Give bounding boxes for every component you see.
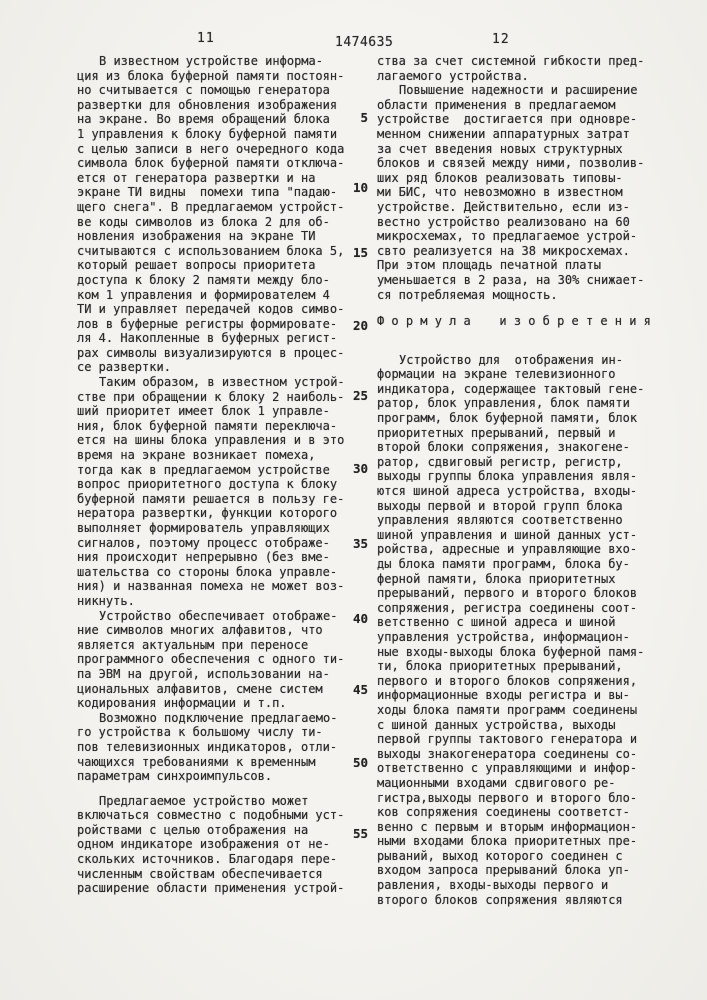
page-number-left: 11 [197,31,215,46]
paragraph: Таким образом, в известном устрой- стве при обращении к блоку 2 наиболь- ший приоритет имеет блок 1 управле- ния, блок буферной памяти переключа- ется на шины блока управления и в это время на экране возникает помеха, тогда как в предлагаемом устройстве вопрос приоритетного доступа к блоку буферной памяти решается в пользу ге- нератора развертки, функции которого выполняет формирователь управляющих сигналов, поэтому процесс отображе- ния происходит непрерывно (без вме- шательства со стороны блока управле- ния) и названная помеха не может воз- никнуть. [77,375,345,608]
paragraph: Предлагаемое устройство может включаться совместно с подобными уст- ройствами с целью отображения на одном индикаторе изображения от не- скольких источников. Благодаря пере- численным свойствам обеспечивается расширение области применения устрой- [77,793,345,896]
line-number-15: 15 [352,245,368,260]
line-number-25: 25 [352,388,368,403]
left-column [77,54,349,896]
line-number-20: 20 [352,318,368,333]
paragraph: ства за счет системной гибкости пред- лагаемого устройства. [377,54,645,83]
patent-number: 1474635 [335,35,394,50]
line-number-40: 40 [352,611,368,626]
paragraph: Возможно подключение предлагаемо- го устройства к большому числу ти- пов телевизионных индикаторов, отли- чающихся требованиями к временным параметрам синхроимпульсов. [77,710,338,784]
line-number-5: 5 [360,110,368,125]
line-number-35: 35 [352,536,368,551]
paragraph: Устройство обеспечивает отображе- ние символов многих алфавитов, что является актуальным при переносе программного обеспечения с одного ти- па ЭВМ на другой, использовании на- циональных алфавитов, смене систем кодирования информации и т.п. [77,608,345,711]
page-number-right: 12 [492,32,510,47]
line-number-45: 45 [352,682,368,697]
line-number-50: 50 [352,755,368,770]
line-number-30: 30 [352,461,368,476]
right-column [377,54,659,907]
line-number-10: 10 [352,180,368,195]
formula-heading: Формула изобретения [377,314,659,329]
claim-paragraph: Устройство для отображения ин- формации на экране телевизионного индикатора, содержащее тактовый гене- ратор, блок управления, блок памяти программ, блок буферной памяти, блок приоритетных прерываний, первый и второй блоки сопряжения, знакогене- ратор, сдвиговый регистр, регистр, выходы группы блока управления явля- ются шиной адреса устройства, входы- выходы первой и второй групп блока управления являются соответственно шиной управления и шиной данных уст- ройства, адресные и управляющие вхо- ды блока памяти программ, блока бу- ферной памяти, блока приоритетных прерываний, первого и второго блоков сопряжения, регистра соединены соот- ветственно с шиной адреса и шиной управления устройства, информацион- ные входы-выходы блока буферной памя- ти, блока приоритетных прерываний, первого и второго блоков сопряжения, информационные входы регистра и вы- ходы блока памяти программ соединены с шиной данных устройства, выходы первой группы тактового генератора и выходы знакогенератора соединены со- ответственно с управляющими и инфор- мационными входами сдвигового ре- гистра,выходы первого и второго бло- ков сопряжения соединены соответст- венно с первым и вторым информацион- ными входами блока приоритетных пре- рываний, выход которого соединен с входом запроса прерываний блока уп- равления, входы-выходы первого и второго блоков сопряжения являются [377,352,645,907]
paragraph: В известном устройстве информа- ция из блока буферной памяти постоян- но считывается с помощью генератора развертки для обновления изображения на экране. Во время обращений блока 1 управления к блоку буферной памяти с целью записи в него очередного кода символа блок буферной памяти отключа- ется от генератора развертки и на экране ТИ видны помехи типа "падаю- щего снега". В предлагаемом устройст- ве коды символов из блока 2 для об- новления изображения на экране ТИ считываются с использованием блока 5, который решает вопросы приоритета доступа к блоку 2 памяти между бло- ком 1 управления и формирователем 4 ТИ и управляет передачей кодов симво- лов в буферные регистры формировате- ля 4. Накопленные в буферных регист- рах символы визуализируются в процес- се развертки. [77,54,345,375]
paragraph: Повышение надежности и расширение области применения в предлагаемом устройстве достигается при одновре- менном снижении аппаратурных затрат за счет введения новых структурных блоков и связей между ними, позволив- ших ряд блоков реализовать типовы- ми БИС, что невозможно в известном устройстве. Действительно, если из- вестно устройство реализовано на 60 микросхемах, то предлагаемое устрой- свто реализуется на 38 микросхемах. При этом площадь печатной платы уменьшается в 2 раза, на 30% снижает- ся потребляемая мощность. [377,83,645,302]
line-number-55: 55 [352,826,368,841]
